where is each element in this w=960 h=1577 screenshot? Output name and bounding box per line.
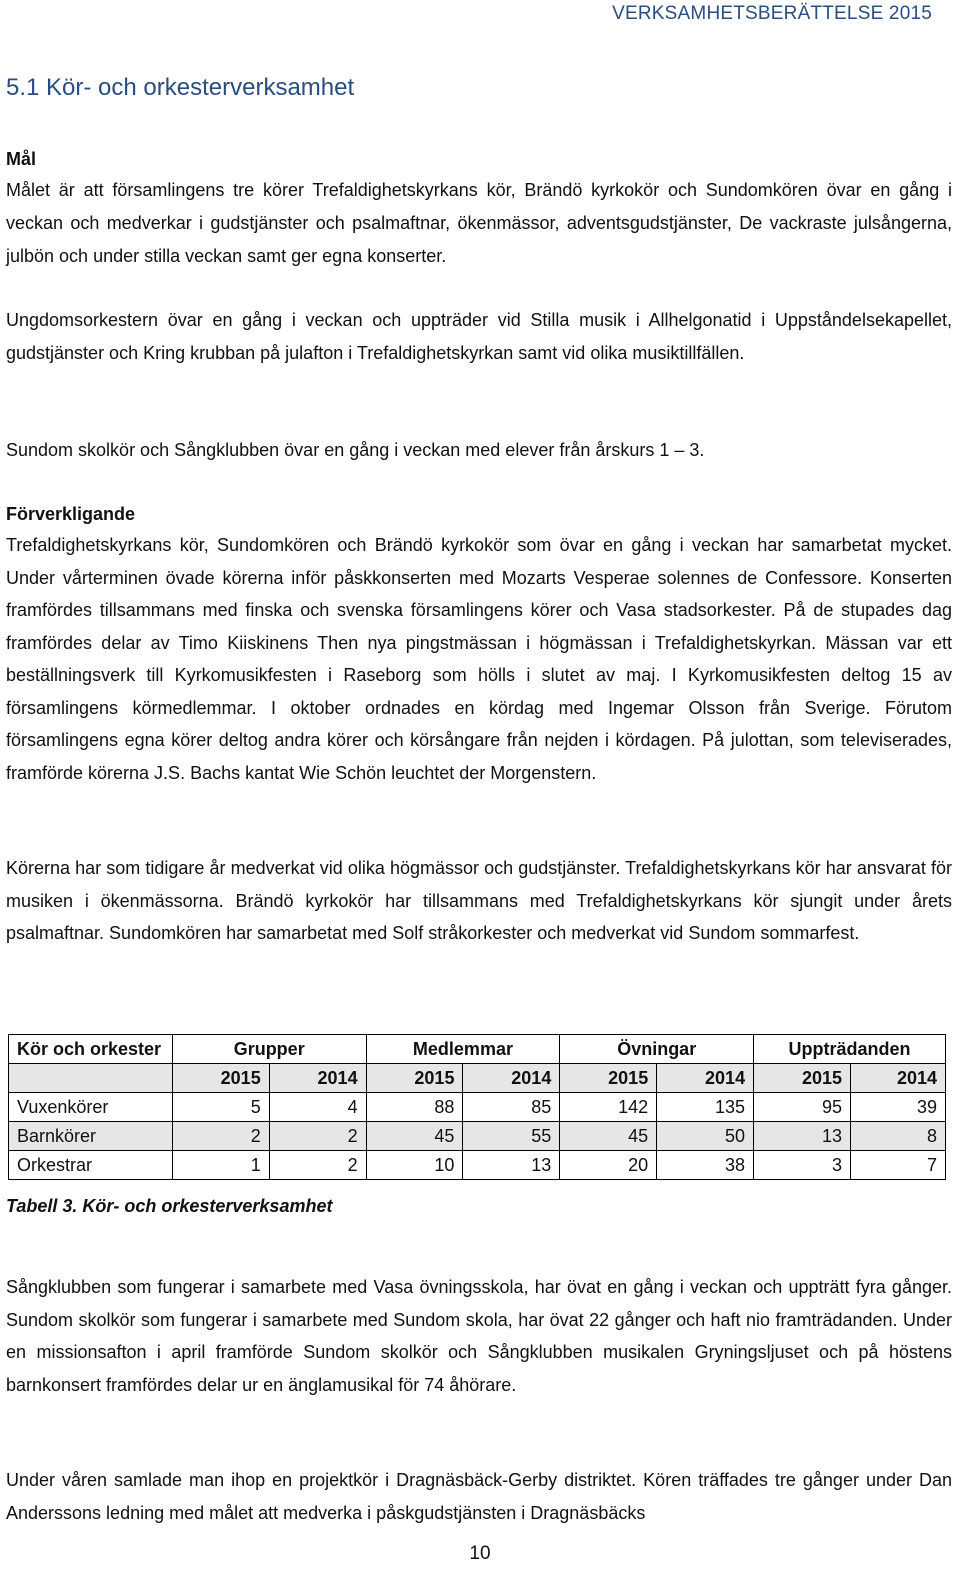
- table-cell: 2: [269, 1151, 366, 1180]
- section-title: 5.1 Kör- och orkesterverksamhet: [6, 74, 355, 101]
- table-cell: 1: [172, 1151, 269, 1180]
- table-cell: 85: [463, 1093, 560, 1122]
- running-header: VERKSAMHETSBERÄTTELSE 2015: [612, 3, 932, 24]
- table-cell: 13: [463, 1151, 560, 1180]
- table-cell: 45: [560, 1122, 657, 1151]
- table-cell: 20: [560, 1151, 657, 1180]
- table-cell: 13: [754, 1122, 851, 1151]
- table-cell: 10: [366, 1151, 463, 1180]
- table-header-group: Grupper: [172, 1035, 366, 1064]
- table-row: [9, 1122, 946, 1151]
- paragraph-sangklubben: Sångklubben som fungerar i samarbete med Vasa övningsskola, har övat en gång i veckan och uppträtt fyra gånger. Sundom skolkör som fungerar i samarbete med Sundom skola, har övat 22 gånger och haft nio framträdanden. Under en missionsafton i april framförde Sundom skolkör och Sångklubben musikalen Gryningsljuset och på höstens barnkonsert framfördes delar ur en änglamusikal för 74 åhörare.: [6, 1277, 952, 1395]
- table-cell: 39: [850, 1093, 945, 1122]
- paragraph-mal-goal: Målet är att församlingens tre körer Trefaldighetskyrkans kör, Brändö kyrkokör och Sundomkören övar en gång i veckan och medverkar i gudstjänster och psalmaftnar, ökenmässor, adventsgudstjänster, De vackraste julsångerna, julbön och under stilla veckan samt ger egna konserter.: [6, 180, 952, 266]
- table-cell: 55: [463, 1122, 560, 1151]
- table-year-cell: 2014: [850, 1064, 945, 1093]
- paragraph-forverkligande-main: Trefaldighetskyrkans kör, Sundomkören och Brändö kyrkokör som övar en gång i veckan har samarbetat mycket. Under vårterminen övade körerna inför påskkonserten med Mozarts Vesperae solennes de Confessore. Konserten framfördes tillsammans med finska och svenska församlingens körer och Vasa stadsorkester. På de stupades dag framfördes delar av Timo Kiiskinens Then nya pingstmässan i högmässan i Trefaldighetskyrkan. Mässan var ett beställningsverk till Kyrkomusikfesten i Raseborg som hölls i slutet av maj. I Kyrkomusikfesten deltog 15 av församlingens körmedlemmar. I oktober ordnades en kördag med Ingemar Olsson från Sverige. Förutom församlingens egna körer deltog andra körer och körsångare från nejden i kördagen. På julottan, som televiserades, framförde körerna J.S. Bachs kantat Wie Schön leuchtet der Morgenstern.: [6, 535, 952, 783]
- paragraph-youth-orchestra: Ungdomsorkestern övar en gång i veckan och uppträder vid Stilla musik i Allhelgonatid i Uppståndelsekapellet, gudstjänster och Kring krubban på julafton i Trefaldighetskyrkan samt vid olika musiktillfällen.: [6, 310, 952, 363]
- table-cell: 2: [172, 1122, 269, 1151]
- table-cell: 50: [657, 1122, 754, 1151]
- statistics-table-wrapper: [8, 1034, 948, 1180]
- table-cell: 3: [754, 1151, 851, 1180]
- table-header-group: Övningar: [560, 1035, 754, 1064]
- table-row: [9, 1151, 946, 1180]
- table-cell: 5: [172, 1093, 269, 1122]
- table-cell: 135: [657, 1093, 754, 1122]
- heading-mal: Mål: [6, 149, 37, 169]
- table-header-row: [9, 1035, 946, 1064]
- page-number: 10: [469, 1543, 491, 1564]
- table-cell: 4: [269, 1093, 366, 1122]
- table-cell: 45: [366, 1122, 463, 1151]
- table-year-cell: 2014: [269, 1064, 366, 1093]
- table-cell: 7: [850, 1151, 945, 1180]
- table-year-empty: [9, 1064, 173, 1093]
- table-cell: 88: [366, 1093, 463, 1122]
- table-row: [9, 1093, 946, 1122]
- paragraph-projektkor: Under våren samlade man ihop en projektkör i Dragnäsbäck-Gerby distriktet. Kören träffades tre gånger under Dan Anderssons ledning med målet att medverka i påskgudstjänsten i Dragnäsbäcks: [6, 1470, 952, 1523]
- table-year-row: [9, 1064, 946, 1093]
- table-row-label: Orkestrar: [9, 1151, 173, 1180]
- table-year-cell: 2015: [172, 1064, 269, 1093]
- table-header-group: Medlemmar: [366, 1035, 560, 1064]
- table-row-label: Barnkörer: [9, 1122, 173, 1151]
- paragraph-forverkligande-services: Körerna har som tidigare år medverkat vid olika högmässor och gudstjänster. Trefaldighetskyrkans kör har ansvarat för musiken i ökenmässorna. Brändö kyrkokör har tillsammans med Trefaldighetskyrkans kör sjungit under årets psalmaftnar. Sundomkören har samarbetat med Solf stråkorkester och medverkat vid Sundom sommarfest.: [6, 858, 952, 943]
- table-header-first: Kör och orkester: [9, 1035, 173, 1064]
- table-row-label: Vuxenkörer: [9, 1093, 173, 1122]
- table-year-cell: 2015: [754, 1064, 851, 1093]
- table-cell: 95: [754, 1093, 851, 1122]
- table-year-cell: 2014: [657, 1064, 754, 1093]
- table-header-group: Uppträdanden: [754, 1035, 946, 1064]
- table-cell: 142: [560, 1093, 657, 1122]
- table-caption: Tabell 3. Kör- och orkesterverksamhet: [6, 1196, 333, 1216]
- table-year-cell: 2015: [560, 1064, 657, 1093]
- paragraph-school-choir: Sundom skolkör och Sångklubben övar en gång i veckan med elever från årskurs 1 – 3.: [6, 440, 705, 460]
- table-year-cell: 2015: [366, 1064, 463, 1093]
- table-cell: 2: [269, 1122, 366, 1151]
- table-cell: 8: [850, 1122, 945, 1151]
- heading-forverkligande: Förverkligande: [6, 504, 136, 524]
- choir-orchestra-table: [8, 1034, 946, 1180]
- table-year-cell: 2014: [463, 1064, 560, 1093]
- table-cell: 38: [657, 1151, 754, 1180]
